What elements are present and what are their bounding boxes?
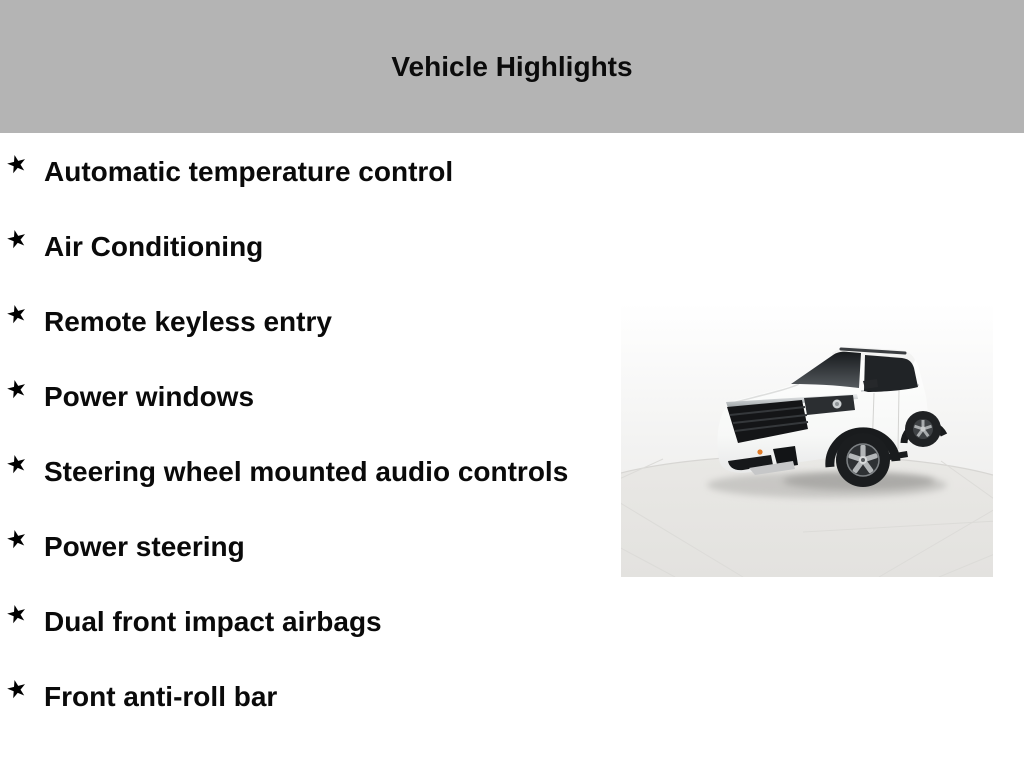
front-wheel <box>836 433 890 487</box>
side-marker-light <box>757 449 762 454</box>
star-icon: ★ <box>2 147 31 181</box>
highlight-item <box>0 447 578 490</box>
rear-wheel <box>905 411 941 447</box>
highlight-label: Automatic temperature control <box>44 156 454 187</box>
highlight-label: Power steering <box>44 531 245 562</box>
star-icon: ★ <box>2 672 31 706</box>
star-icon: ★ <box>2 447 31 481</box>
vehicle-photo <box>621 303 993 577</box>
highlight-item <box>0 147 578 190</box>
highlight-label: Power windows <box>44 381 255 412</box>
highlight-item <box>0 597 578 640</box>
highlight-label: Steering wheel mounted audio controls <box>44 456 569 487</box>
star-icon: ★ <box>2 597 31 631</box>
star-icon: ★ <box>2 522 31 556</box>
star-icon: ★ <box>2 372 31 406</box>
highlight-label: Front anti-roll bar <box>44 681 278 712</box>
car-shadow <box>707 472 947 498</box>
highlight-item <box>0 672 578 715</box>
highlight-label: Remote keyless entry <box>44 306 332 337</box>
highlight-item <box>0 297 578 340</box>
highlight-item <box>0 522 578 565</box>
car-illustration <box>621 303 993 577</box>
star-icon: ★ <box>2 297 31 331</box>
page-title: Vehicle Highlights <box>391 50 633 82</box>
highlights-list <box>0 147 578 754</box>
page-header <box>0 0 1024 133</box>
highlight-label: Air Conditioning <box>44 231 264 262</box>
highlight-item <box>0 222 578 265</box>
highlight-item <box>0 372 578 415</box>
star-icon: ★ <box>2 222 31 256</box>
highlight-label: Dual front impact airbags <box>44 606 382 637</box>
